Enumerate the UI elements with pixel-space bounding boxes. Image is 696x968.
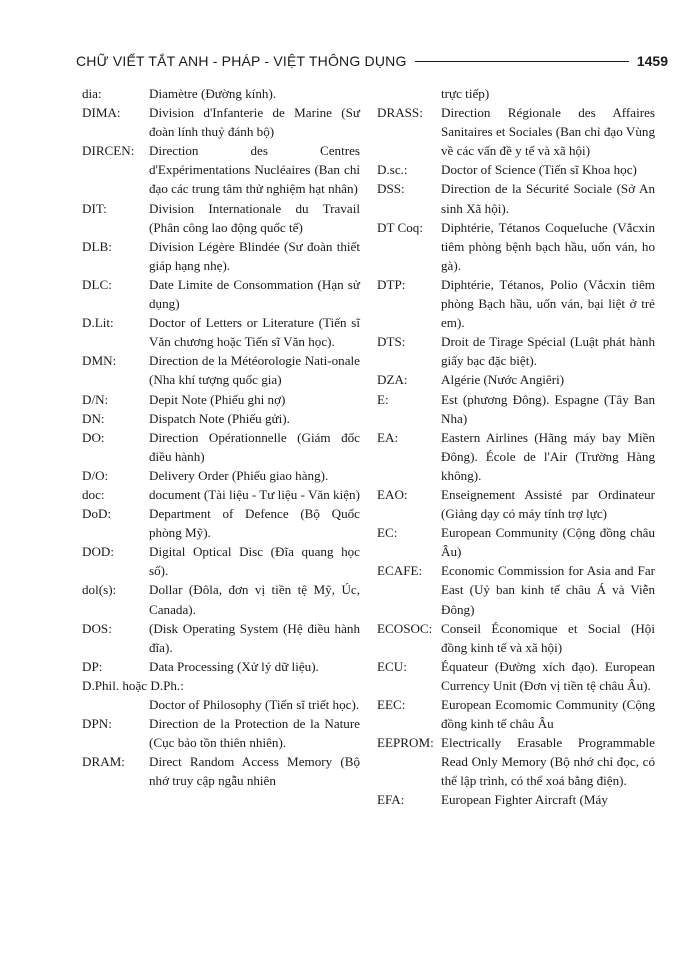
entry-abbreviation: DN: (82, 410, 105, 426)
entry-abbreviation: ECAFE: (377, 563, 423, 579)
entry-abbreviation: EEC: (377, 697, 406, 712)
dictionary-entry (377, 428, 655, 485)
entry-definition: (Disk Operating System (Hệ điều hành đĩa). (149, 620, 360, 655)
entry-definition (184, 676, 360, 695)
entry-definition: Digital Optical Disc (Đĩa quang học số). (149, 544, 360, 579)
entry-abbreviation: dia: (82, 86, 102, 101)
page-number: 1459 (636, 53, 668, 69)
dictionary-entry (377, 523, 655, 561)
right-column (377, 84, 655, 810)
dictionary-entry (82, 542, 360, 580)
entry-abbreviation: DIRCEN: (82, 143, 135, 159)
entry-abbreviation: DSS: (377, 181, 405, 197)
entry-definition: Data Processing (Xử lý dữ liệu). (149, 658, 319, 674)
entry-definition: European Ecomomic Community (Cộng đồng kinh tế châu Âu (441, 697, 655, 732)
entry-abbreviation (377, 84, 441, 103)
entry-abbreviation: D.Lit: (82, 315, 114, 331)
entry-definition: Équateur (Đường xích đạo). European Currency Unit (Đơn vị tiền tệ châu Âu). (441, 658, 655, 693)
dictionary-entry (82, 485, 360, 504)
entry-abbreviation: D.Phil. hoặc D.Ph.: (82, 677, 184, 693)
dictionary-entry (82, 676, 360, 695)
running-header (76, 50, 668, 72)
header-title: CHỮ VIẾT TẮT ANH - PHÁP - VIỆT THÔNG DỤNG (76, 53, 407, 69)
dictionary-entry (82, 390, 360, 409)
dictionary-entry (377, 733, 655, 790)
entry-abbreviation: DLC: (82, 276, 112, 292)
entry-abbreviation: ECOSOC: (377, 620, 433, 636)
entry-abbreviation: DIMA: (82, 105, 121, 121)
entry-abbreviation: DPN: (82, 716, 112, 732)
dictionary-entry (82, 237, 360, 275)
dictionary-entry (82, 141, 360, 198)
dictionary-entry (377, 657, 655, 695)
entry-abbreviation: DTS: (377, 334, 406, 350)
entry-abbreviation: DOD: (82, 544, 115, 560)
dictionary-entry (377, 84, 655, 103)
entry-abbreviation: DLB: (82, 238, 112, 254)
entry-definition: Eastern Airlines (Hãng máy bay Miền Đông). École de l'Air (Trường Hàng không). (441, 429, 655, 483)
entry-abbreviation: DTP: (377, 276, 406, 292)
entry-definition: Doctor of Philosophy (Tiến sĩ triết học). (149, 697, 360, 712)
entry-definition: Diamètre (Đường kính). (149, 86, 277, 101)
entry-abbreviation: DP: (82, 658, 103, 674)
dictionary-entry (377, 179, 655, 217)
entry-definition: Department of Defence (Bộ Quốc phòng Mỹ). (149, 506, 360, 541)
dictionary-entry (377, 619, 655, 657)
dictionary-entry (377, 370, 655, 389)
entry-definition: Direction des Centres d'Expérimentations Nucléaires (Ban chỉ đạo các trung tâm thử nghiệm hạt nhân) (149, 143, 360, 197)
left-column (82, 84, 360, 790)
entry-definition: Direction de la Sécurité Sociale (Sở An sinh Xã hội). (441, 181, 655, 216)
dictionary-entry (377, 218, 655, 275)
dictionary-entry (377, 332, 655, 370)
entry-definition: Est (phương Đông). Espagne (Tây Ban Nha) (441, 391, 655, 426)
entry-definition: Conseil Économique et Social (Hội đồng kinh tế và xã hội) (441, 620, 655, 655)
dictionary-entry (82, 84, 360, 103)
entry-definition: Direction Opérationnelle (Giám đốc điều hành) (149, 429, 360, 464)
dictionary-entry (377, 390, 655, 428)
entry-definition: Division Internationale du Travail (Phân công lao động quốc tế) (149, 200, 360, 235)
dictionary-entry (82, 504, 360, 542)
entry-definition: Direct Random Access Memory (Bộ nhớ truy cập ngẫu nhiên (149, 754, 360, 789)
entry-definition: Doctor of Letters or Literature (Tiến sĩ Văn chương hoặc Tiến sĩ Văn học). (149, 315, 360, 350)
entry-abbreviation: doc: (82, 486, 105, 502)
dictionary-entry (82, 313, 360, 351)
entry-abbreviation: EAO: (377, 486, 408, 502)
entry-definition: Division Légère Blindée (Sư đoàn thiết giáp hạng nhẹ). (149, 238, 360, 273)
dictionary-entry (377, 275, 655, 332)
entry-definition: Dollar (Đôla, đơn vị tiền tệ Mỹ, Úc, Canada). (149, 582, 360, 617)
entry-abbreviation: DO: (82, 429, 105, 445)
dictionary-entry (82, 580, 360, 618)
dictionary-entry (377, 790, 655, 809)
dictionary-entry (82, 351, 360, 389)
entry-definition: Diphtérie, Tétanos Coqueluche (Vắcxin tiêm phòng bệnh bạch hầu, uốn ván, ho gà). (441, 219, 655, 273)
dictionary-entry (82, 695, 360, 714)
entry-definition: Enseignement Assisté par Ordinateur (Giảng dạy có máy tính trợ lực) (441, 486, 655, 522)
dictionary-entry (82, 275, 360, 313)
entry-definition: Division d'Infanterie de Marine (Sư đoàn lính thuỷ đánh bộ) (149, 105, 360, 140)
dictionary-entry (82, 657, 360, 676)
entry-abbreviation (82, 695, 149, 714)
entry-definition: Dispatch Note (Phiếu gửi). (149, 410, 290, 426)
entry-abbreviation: dol(s): (82, 582, 117, 598)
dictionary-entry (377, 485, 655, 523)
entry-abbreviation: DMN: (82, 353, 117, 369)
entry-definition: Depit Note (Phiếu ghi nợ) (149, 391, 286, 407)
entry-abbreviation: EFA: (377, 792, 405, 808)
entry-abbreviation: D.sc.: (377, 162, 408, 178)
entry-definition: Direction Régionale des Affaires Sanitaires et Sociales (Ban chỉ đạo Vùng về các vấn đề y tế và xã hội) (441, 105, 655, 159)
entry-abbreviation: EC: (377, 525, 398, 541)
dictionary-entry (82, 466, 360, 485)
entry-definition: Algérie (Nước Angiêri) (441, 372, 565, 388)
dictionary-entry (377, 695, 655, 733)
dictionary-entry (82, 619, 360, 657)
entry-abbreviation: DoD: (82, 506, 112, 522)
entry-definition: Economic Commission for Asia and Far East (Uỷ ban kinh tế châu Á và Viễn Đông) (441, 563, 655, 617)
entry-definition: Droit de Tirage Spécial (Luật phát hành giấy bạc đặc biệt). (441, 334, 655, 369)
entry-definition: Direction de la Météorologie Nati-onale (Nha khí tượng quốc gia) (149, 353, 360, 388)
dictionary-entry (377, 160, 655, 179)
entry-abbreviation: ECU: (377, 658, 407, 674)
entry-definition: Direction de la Protection de la Nature (Cục bảo tồn thiên nhiên). (149, 716, 360, 751)
entry-definition: Doctor of Science (Tiến sĩ Khoa học) (441, 162, 637, 178)
entry-abbreviation: E: (377, 391, 389, 407)
entry-abbreviation: DT Coq: (377, 219, 423, 235)
entry-definition: European Community (Cộng đồng châu Âu) (441, 525, 655, 560)
dictionary-entry (82, 199, 360, 237)
dictionary-entry (377, 103, 655, 160)
dictionary-entry (82, 103, 360, 141)
entry-abbreviation: D/O: (82, 467, 109, 483)
entry-definition: trực tiếp) (441, 86, 490, 101)
entry-definition: Date Limite de Consommation (Hạn sử dụng) (149, 276, 360, 312)
entry-abbreviation: D/N: (82, 391, 109, 407)
dictionary-entry (82, 409, 360, 428)
entry-abbreviation: DIT: (82, 200, 107, 216)
dictionary-entry (82, 714, 360, 752)
entry-definition: European Fighter Aircraft (Máy (441, 792, 608, 808)
entry-definition: document (Tài liệu - Tư liệu - Văn kiện) (149, 486, 360, 502)
entry-abbreviation: DRAM: (82, 754, 125, 770)
entry-definition: Delivery Order (Phiếu giao hàng). (149, 467, 329, 483)
entry-abbreviation: EEPROM: (377, 735, 434, 751)
dictionary-entry (82, 428, 360, 466)
entry-abbreviation: DRASS: (377, 105, 423, 121)
dictionary-entry (377, 561, 655, 618)
entry-abbreviation: EA: (377, 429, 399, 445)
entry-definition: Diphtérie, Tétanos, Polio (Vắcxin tiêm phòng Bạch hầu, uốn ván, bại liệt ở trẻ em). (441, 276, 655, 331)
dictionary-entry (82, 752, 360, 790)
entry-abbreviation: DOS: (82, 620, 112, 636)
entry-definition: Electrically Erasable Programmable Read Only Memory (Bộ nhớ chỉ đọc, có thể lập trình, có thể xoá bằng điện). (441, 735, 655, 789)
entry-abbreviation: DZA: (377, 372, 408, 388)
header-rule (415, 61, 629, 62)
